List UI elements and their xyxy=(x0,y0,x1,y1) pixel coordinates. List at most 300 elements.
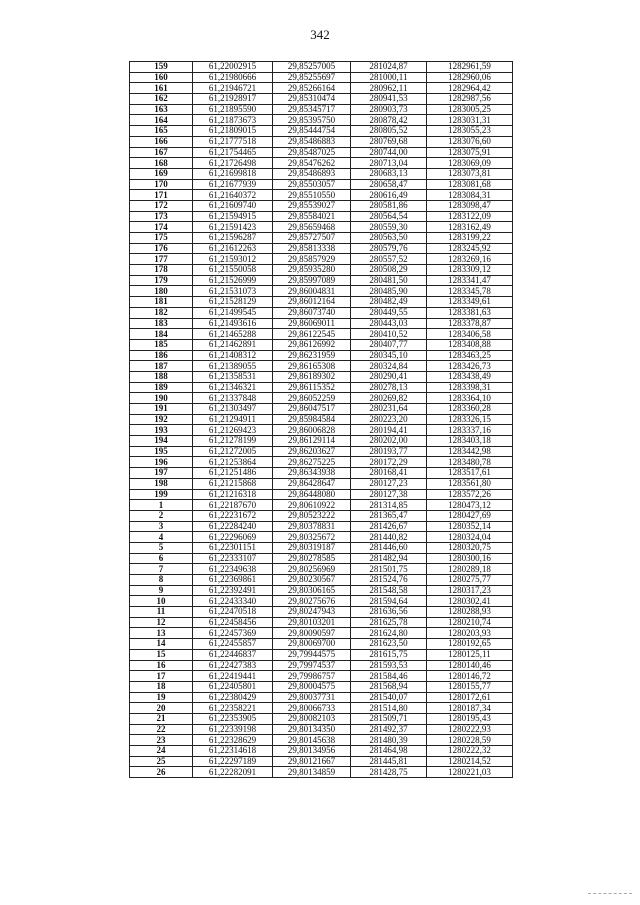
longitude-cell: 29,80134350 xyxy=(273,724,351,735)
y-coordinate-cell: 1280320,75 xyxy=(427,542,513,553)
longitude-cell: 29,80121667 xyxy=(273,756,351,767)
latitude-cell: 61,22297189 xyxy=(193,756,273,767)
point-number-cell: 192 xyxy=(130,414,193,425)
x-coordinate-cell: 280616,49 xyxy=(351,190,427,201)
table-row xyxy=(130,596,513,607)
x-coordinate-cell: 280508,29 xyxy=(351,265,427,276)
y-coordinate-cell: 1280288,93 xyxy=(427,607,513,618)
y-coordinate-cell: 1282960,06 xyxy=(427,72,513,83)
table-row xyxy=(130,168,513,179)
point-number-cell: 8 xyxy=(130,575,193,586)
latitude-cell: 61,22380429 xyxy=(193,692,273,703)
x-coordinate-cell: 281440,82 xyxy=(351,532,427,543)
point-number-cell: 7 xyxy=(130,564,193,575)
latitude-cell: 61,21251486 xyxy=(193,468,273,479)
latitude-cell: 61,22284240 xyxy=(193,521,273,532)
longitude-cell: 29,86004831 xyxy=(273,286,351,297)
x-coordinate-cell: 280407,77 xyxy=(351,339,427,350)
y-coordinate-cell: 1280324,04 xyxy=(427,532,513,543)
longitude-cell: 29,86203627 xyxy=(273,446,351,457)
y-coordinate-cell: 1280275,77 xyxy=(427,575,513,586)
point-number-cell: 199 xyxy=(130,489,193,500)
table-row xyxy=(130,136,513,147)
table-row xyxy=(130,115,513,126)
longitude-cell: 29,80325672 xyxy=(273,532,351,543)
y-coordinate-cell: 1283381,63 xyxy=(427,307,513,318)
x-coordinate-cell: 280290,41 xyxy=(351,371,427,382)
y-coordinate-cell: 1280317,23 xyxy=(427,585,513,596)
point-number-cell: 26 xyxy=(130,767,193,778)
longitude-cell: 29,85345717 xyxy=(273,104,351,115)
x-coordinate-cell: 280805,52 xyxy=(351,126,427,137)
longitude-cell: 29,80275676 xyxy=(273,596,351,607)
y-coordinate-cell: 1280289,18 xyxy=(427,564,513,575)
y-coordinate-cell: 1283364,10 xyxy=(427,393,513,404)
point-number-cell: 20 xyxy=(130,703,193,714)
latitude-cell: 61,22282091 xyxy=(193,767,273,778)
latitude-cell: 61,22446837 xyxy=(193,649,273,660)
y-coordinate-cell: 1283378,87 xyxy=(427,318,513,329)
y-coordinate-cell: 1283084,31 xyxy=(427,190,513,201)
longitude-cell: 29,80066733 xyxy=(273,703,351,714)
table-row xyxy=(130,585,513,596)
table-row xyxy=(130,639,513,650)
x-coordinate-cell: 281584,46 xyxy=(351,671,427,682)
point-number-cell: 18 xyxy=(130,681,193,692)
table-row xyxy=(130,724,513,735)
table-row xyxy=(130,190,513,201)
latitude-cell: 61,21640372 xyxy=(193,190,273,201)
latitude-cell: 61,22301151 xyxy=(193,542,273,553)
coordinates-table xyxy=(129,61,513,778)
point-number-cell: 196 xyxy=(130,457,193,468)
latitude-cell: 61,21928917 xyxy=(193,94,273,105)
latitude-cell: 61,21726498 xyxy=(193,158,273,169)
y-coordinate-cell: 1280228,59 xyxy=(427,735,513,746)
table-row xyxy=(130,158,513,169)
y-coordinate-cell: 1282987,56 xyxy=(427,94,513,105)
table-row xyxy=(130,521,513,532)
table-row xyxy=(130,254,513,265)
point-number-cell: 173 xyxy=(130,211,193,222)
longitude-cell: 29,85935280 xyxy=(273,265,351,276)
longitude-cell: 29,80306165 xyxy=(273,585,351,596)
latitude-cell: 61,21895590 xyxy=(193,104,273,115)
longitude-cell: 29,86069011 xyxy=(273,318,351,329)
x-coordinate-cell: 280903,73 xyxy=(351,104,427,115)
table-row xyxy=(130,382,513,393)
y-coordinate-cell: 1283199,22 xyxy=(427,233,513,244)
table-row xyxy=(130,275,513,286)
point-number-cell: 174 xyxy=(130,222,193,233)
latitude-cell: 61,21946721 xyxy=(193,83,273,94)
x-coordinate-cell: 280713,04 xyxy=(351,158,427,169)
y-coordinate-cell: 1283463,25 xyxy=(427,350,513,361)
table-row xyxy=(130,681,513,692)
latitude-cell: 61,22002915 xyxy=(193,62,273,73)
latitude-cell: 61,22353905 xyxy=(193,713,273,724)
y-coordinate-cell: 1280155,77 xyxy=(427,681,513,692)
y-coordinate-cell: 1282964,42 xyxy=(427,83,513,94)
latitude-cell: 61,21528129 xyxy=(193,297,273,308)
latitude-cell: 61,21465288 xyxy=(193,329,273,340)
x-coordinate-cell: 280481,50 xyxy=(351,275,427,286)
x-coordinate-cell: 281615,75 xyxy=(351,649,427,660)
longitude-cell: 29,80134956 xyxy=(273,746,351,757)
longitude-cell: 29,85510550 xyxy=(273,190,351,201)
longitude-cell: 29,85659468 xyxy=(273,222,351,233)
table-row xyxy=(130,339,513,350)
x-coordinate-cell: 281514,80 xyxy=(351,703,427,714)
y-coordinate-cell: 1283122,09 xyxy=(427,211,513,222)
table-row xyxy=(130,265,513,276)
table-row xyxy=(130,179,513,190)
latitude-cell: 61,21609740 xyxy=(193,200,273,211)
point-number-cell: 197 xyxy=(130,468,193,479)
latitude-cell: 61,21215868 xyxy=(193,478,273,489)
point-number-cell: 17 xyxy=(130,671,193,682)
x-coordinate-cell: 280202,00 xyxy=(351,436,427,447)
x-coordinate-cell: 280557,52 xyxy=(351,254,427,265)
latitude-cell: 61,22369861 xyxy=(193,575,273,586)
latitude-cell: 61,22358221 xyxy=(193,703,273,714)
table-row xyxy=(130,692,513,703)
latitude-cell: 61,21337848 xyxy=(193,393,273,404)
x-coordinate-cell: 280231,64 xyxy=(351,404,427,415)
y-coordinate-cell: 1280473,12 xyxy=(427,500,513,511)
y-coordinate-cell: 1283245,92 xyxy=(427,243,513,254)
x-coordinate-cell: 280324,84 xyxy=(351,361,427,372)
point-number-cell: 11 xyxy=(130,607,193,618)
point-number-cell: 185 xyxy=(130,339,193,350)
latitude-cell: 61,22349638 xyxy=(193,564,273,575)
latitude-cell: 61,21980666 xyxy=(193,72,273,83)
x-coordinate-cell: 280443,03 xyxy=(351,318,427,329)
x-coordinate-cell: 281623,50 xyxy=(351,639,427,650)
latitude-cell: 61,21294911 xyxy=(193,414,273,425)
longitude-cell: 29,86073740 xyxy=(273,307,351,318)
latitude-cell: 61,22457369 xyxy=(193,628,273,639)
x-coordinate-cell: 281428,75 xyxy=(351,767,427,778)
latitude-cell: 61,22458456 xyxy=(193,617,273,628)
y-coordinate-cell: 1280210,74 xyxy=(427,617,513,628)
table-row xyxy=(130,575,513,586)
latitude-cell: 61,21303497 xyxy=(193,404,273,415)
table-row xyxy=(130,126,513,137)
y-coordinate-cell: 1280302,41 xyxy=(427,596,513,607)
longitude-cell: 29,85857929 xyxy=(273,254,351,265)
point-number-cell: 178 xyxy=(130,265,193,276)
latitude-cell: 61,21346321 xyxy=(193,382,273,393)
table-row xyxy=(130,414,513,425)
longitude-cell: 29,80523222 xyxy=(273,510,351,521)
y-coordinate-cell: 1280222,32 xyxy=(427,746,513,757)
y-coordinate-cell: 1280146,72 xyxy=(427,671,513,682)
table-row xyxy=(130,767,513,778)
point-number-cell: 23 xyxy=(130,735,193,746)
point-number-cell: 175 xyxy=(130,233,193,244)
x-coordinate-cell: 281625,78 xyxy=(351,617,427,628)
table-row xyxy=(130,713,513,724)
x-coordinate-cell: 281548,58 xyxy=(351,585,427,596)
point-number-cell: 191 xyxy=(130,404,193,415)
longitude-cell: 29,85476262 xyxy=(273,158,351,169)
table-row xyxy=(130,425,513,436)
longitude-cell: 29,85310474 xyxy=(273,94,351,105)
y-coordinate-cell: 1283031,31 xyxy=(427,115,513,126)
x-coordinate-cell: 281445,81 xyxy=(351,756,427,767)
y-coordinate-cell: 1283480,78 xyxy=(427,457,513,468)
x-coordinate-cell: 280194,41 xyxy=(351,425,427,436)
point-number-cell: 183 xyxy=(130,318,193,329)
point-number-cell: 162 xyxy=(130,94,193,105)
longitude-cell: 29,80319187 xyxy=(273,542,351,553)
point-number-cell: 168 xyxy=(130,158,193,169)
longitude-cell: 29,85486893 xyxy=(273,168,351,179)
longitude-cell: 29,80610922 xyxy=(273,500,351,511)
point-number-cell: 24 xyxy=(130,746,193,757)
point-number-cell: 166 xyxy=(130,136,193,147)
y-coordinate-cell: 1283438,49 xyxy=(427,371,513,382)
table-row xyxy=(130,500,513,511)
y-coordinate-cell: 1283360,28 xyxy=(427,404,513,415)
longitude-cell: 29,86275225 xyxy=(273,457,351,468)
table-row xyxy=(130,297,513,308)
point-number-cell: 170 xyxy=(130,179,193,190)
point-number-cell: 181 xyxy=(130,297,193,308)
point-number-cell: 5 xyxy=(130,542,193,553)
table-row xyxy=(130,318,513,329)
table-row xyxy=(130,83,513,94)
point-number-cell: 187 xyxy=(130,361,193,372)
point-number-cell: 171 xyxy=(130,190,193,201)
y-coordinate-cell: 1283398,31 xyxy=(427,382,513,393)
latitude-cell: 61,21408312 xyxy=(193,350,273,361)
table-row xyxy=(130,329,513,340)
x-coordinate-cell: 280878,42 xyxy=(351,115,427,126)
table-row xyxy=(130,478,513,489)
latitude-cell: 61,22427383 xyxy=(193,660,273,671)
x-coordinate-cell: 281636,56 xyxy=(351,607,427,618)
point-number-cell: 184 xyxy=(130,329,193,340)
point-number-cell: 193 xyxy=(130,425,193,436)
x-coordinate-cell: 280269,82 xyxy=(351,393,427,404)
point-number-cell: 10 xyxy=(130,596,193,607)
y-coordinate-cell: 1283406,58 xyxy=(427,329,513,340)
y-coordinate-cell: 1280140,46 xyxy=(427,660,513,671)
table-row xyxy=(130,703,513,714)
latitude-cell: 61,22333107 xyxy=(193,553,273,564)
table-row xyxy=(130,756,513,767)
point-number-cell: 3 xyxy=(130,521,193,532)
y-coordinate-cell: 1280203,93 xyxy=(427,628,513,639)
x-coordinate-cell: 280172,29 xyxy=(351,457,427,468)
latitude-cell: 61,21526999 xyxy=(193,275,273,286)
y-coordinate-cell: 1280187,34 xyxy=(427,703,513,714)
latitude-cell: 61,21594915 xyxy=(193,211,273,222)
longitude-cell: 29,86231959 xyxy=(273,350,351,361)
latitude-cell: 61,22328629 xyxy=(193,735,273,746)
longitude-cell: 29,79974537 xyxy=(273,660,351,671)
y-coordinate-cell: 1282961,59 xyxy=(427,62,513,73)
x-coordinate-cell: 281464,98 xyxy=(351,746,427,757)
latitude-cell: 61,21216318 xyxy=(193,489,273,500)
longitude-cell: 29,85255697 xyxy=(273,72,351,83)
point-number-cell: 9 xyxy=(130,585,193,596)
x-coordinate-cell: 280482,49 xyxy=(351,297,427,308)
y-coordinate-cell: 1280352,14 xyxy=(427,521,513,532)
table-row xyxy=(130,542,513,553)
longitude-cell: 29,80069700 xyxy=(273,639,351,650)
longitude-cell: 29,86122545 xyxy=(273,329,351,340)
point-number-cell: 190 xyxy=(130,393,193,404)
longitude-cell: 29,85997089 xyxy=(273,275,351,286)
table-row xyxy=(130,489,513,500)
x-coordinate-cell: 280769,68 xyxy=(351,136,427,147)
longitude-cell: 29,80090597 xyxy=(273,628,351,639)
y-coordinate-cell: 1283076,60 xyxy=(427,136,513,147)
y-coordinate-cell: 1283069,09 xyxy=(427,158,513,169)
longitude-cell: 29,85444754 xyxy=(273,126,351,137)
y-coordinate-cell: 1280221,03 xyxy=(427,767,513,778)
table-row xyxy=(130,617,513,628)
longitude-cell: 29,80004575 xyxy=(273,681,351,692)
longitude-cell: 29,80082103 xyxy=(273,713,351,724)
y-coordinate-cell: 1283572,26 xyxy=(427,489,513,500)
latitude-cell: 61,21550058 xyxy=(193,265,273,276)
point-number-cell: 15 xyxy=(130,649,193,660)
x-coordinate-cell: 280579,76 xyxy=(351,243,427,254)
point-number-cell: 6 xyxy=(130,553,193,564)
table-row xyxy=(130,671,513,682)
table-row xyxy=(130,446,513,457)
x-coordinate-cell: 281624,80 xyxy=(351,628,427,639)
x-coordinate-cell: 281540,07 xyxy=(351,692,427,703)
longitude-cell: 29,80247943 xyxy=(273,607,351,618)
x-coordinate-cell: 280223,20 xyxy=(351,414,427,425)
point-number-cell: 25 xyxy=(130,756,193,767)
longitude-cell: 29,85984584 xyxy=(273,414,351,425)
x-coordinate-cell: 281594,64 xyxy=(351,596,427,607)
longitude-cell: 29,85539027 xyxy=(273,200,351,211)
longitude-cell: 29,85503057 xyxy=(273,179,351,190)
x-coordinate-cell: 280564,54 xyxy=(351,211,427,222)
latitude-cell: 61,22433340 xyxy=(193,596,273,607)
table-row xyxy=(130,371,513,382)
latitude-cell: 61,21531073 xyxy=(193,286,273,297)
longitude-cell: 29,79986757 xyxy=(273,671,351,682)
x-coordinate-cell: 281524,76 xyxy=(351,575,427,586)
y-coordinate-cell: 1283075,91 xyxy=(427,147,513,158)
point-number-cell: 167 xyxy=(130,147,193,158)
latitude-cell: 61,22231672 xyxy=(193,510,273,521)
table-row xyxy=(130,62,513,73)
table-row xyxy=(130,746,513,757)
latitude-cell: 61,21269423 xyxy=(193,425,273,436)
longitude-cell: 29,85813338 xyxy=(273,243,351,254)
point-number-cell: 198 xyxy=(130,478,193,489)
table-row xyxy=(130,468,513,479)
x-coordinate-cell: 280563,50 xyxy=(351,233,427,244)
y-coordinate-cell: 1283055,23 xyxy=(427,126,513,137)
point-number-cell: 195 xyxy=(130,446,193,457)
latitude-cell: 61,22392491 xyxy=(193,585,273,596)
y-coordinate-cell: 1283309,12 xyxy=(427,265,513,276)
table-row xyxy=(130,404,513,415)
point-number-cell: 4 xyxy=(130,532,193,543)
y-coordinate-cell: 1283337,16 xyxy=(427,425,513,436)
x-coordinate-cell: 281426,67 xyxy=(351,521,427,532)
y-coordinate-cell: 1283561,80 xyxy=(427,478,513,489)
latitude-cell: 61,21499545 xyxy=(193,307,273,318)
longitude-cell: 29,86343938 xyxy=(273,468,351,479)
latitude-cell: 61,22314618 xyxy=(193,746,273,757)
x-coordinate-cell: 280658,47 xyxy=(351,179,427,190)
point-number-cell: 21 xyxy=(130,713,193,724)
x-coordinate-cell: 281593,53 xyxy=(351,660,427,671)
table-row xyxy=(130,233,513,244)
y-coordinate-cell: 1280300,16 xyxy=(427,553,513,564)
longitude-cell: 29,86012164 xyxy=(273,297,351,308)
point-number-cell: 172 xyxy=(130,200,193,211)
longitude-cell: 29,80230567 xyxy=(273,575,351,586)
point-number-cell: 186 xyxy=(130,350,193,361)
longitude-cell: 29,86126992 xyxy=(273,339,351,350)
longitude-cell: 29,79944575 xyxy=(273,649,351,660)
point-number-cell: 194 xyxy=(130,436,193,447)
y-coordinate-cell: 1280195,43 xyxy=(427,713,513,724)
point-number-cell: 163 xyxy=(130,104,193,115)
x-coordinate-cell: 280962,11 xyxy=(351,83,427,94)
x-coordinate-cell: 280127,38 xyxy=(351,489,427,500)
x-coordinate-cell: 281568,94 xyxy=(351,681,427,692)
latitude-cell: 61,21253864 xyxy=(193,457,273,468)
point-number-cell: 165 xyxy=(130,126,193,137)
table-row xyxy=(130,660,513,671)
x-coordinate-cell: 280683,13 xyxy=(351,168,427,179)
longitude-cell: 29,80278585 xyxy=(273,553,351,564)
longitude-cell: 29,80145638 xyxy=(273,735,351,746)
longitude-cell: 29,85487025 xyxy=(273,147,351,158)
latitude-cell: 61,22470518 xyxy=(193,607,273,618)
x-coordinate-cell: 280410,52 xyxy=(351,329,427,340)
y-coordinate-cell: 1283098,47 xyxy=(427,200,513,211)
x-coordinate-cell: 280941,53 xyxy=(351,94,427,105)
x-coordinate-cell: 281482,94 xyxy=(351,553,427,564)
x-coordinate-cell: 281314,85 xyxy=(351,500,427,511)
point-number-cell: 177 xyxy=(130,254,193,265)
point-number-cell: 12 xyxy=(130,617,193,628)
point-number-cell: 13 xyxy=(130,628,193,639)
table-row xyxy=(130,393,513,404)
longitude-cell: 29,86006828 xyxy=(273,425,351,436)
y-coordinate-cell: 1283517,61 xyxy=(427,468,513,479)
longitude-cell: 29,85395750 xyxy=(273,115,351,126)
latitude-cell: 61,21593012 xyxy=(193,254,273,265)
longitude-cell: 29,80103201 xyxy=(273,617,351,628)
point-number-cell: 1 xyxy=(130,500,193,511)
x-coordinate-cell: 280449,55 xyxy=(351,307,427,318)
y-coordinate-cell: 1280427,69 xyxy=(427,510,513,521)
y-coordinate-cell: 1283345,78 xyxy=(427,286,513,297)
longitude-cell: 29,85727507 xyxy=(273,233,351,244)
table-row xyxy=(130,510,513,521)
latitude-cell: 61,21278199 xyxy=(193,436,273,447)
y-coordinate-cell: 1283073,81 xyxy=(427,168,513,179)
table-row xyxy=(130,553,513,564)
latitude-cell: 61,21389055 xyxy=(193,361,273,372)
table-row xyxy=(130,147,513,158)
